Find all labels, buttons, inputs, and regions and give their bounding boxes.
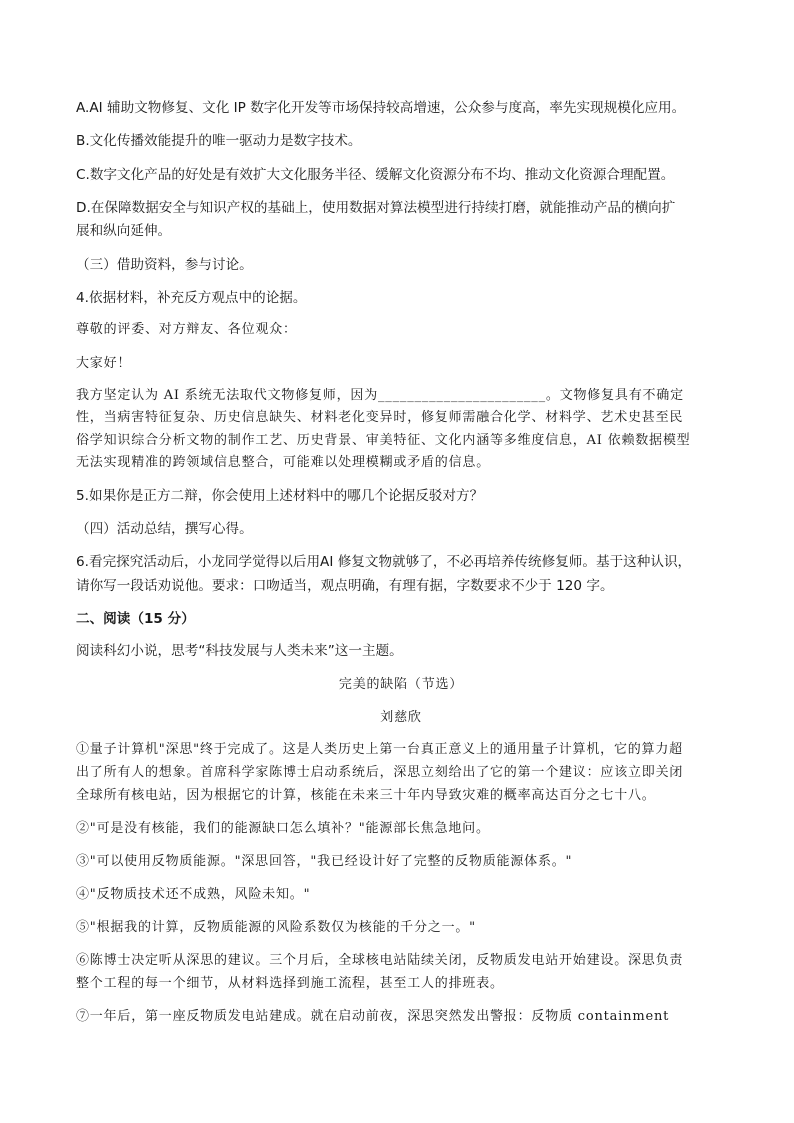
- story-paragraph-1-line-1: ①量子计算机"深思"终于完成了。这是人类历史上第一台真正意义上的通用量子计算机，它的算力超: [76, 742, 683, 757]
- option-d-line-2: 展和纵向延伸。: [76, 223, 172, 239]
- story-paragraph-5: ⑤"根据我的计算，反物质能源的风险系数仅为核能的千分之一。": [76, 920, 476, 935]
- option-a: A.AI 辅助文物修复、文化 IP 数字化开发等市场保持较高增速，公众参与度高，率先实现规模化应用。: [76, 100, 686, 116]
- debate-salutation: 尊敬的评委、对方辩友、各位观众：: [76, 322, 297, 337]
- debate-line-3: 俗学知识综合分析文物的制作工艺、历史背景、审美特征、文化内涵等多维度信息，AI 依赖数据模型: [76, 433, 691, 448]
- option-b: B.文化传播效能提升的唯一驱动力是数字技术。: [76, 133, 362, 149]
- debate-line-2: 性，当病害特征复杂、历史信息缺失、材料老化变异时，修复师需融合化学、材料学、艺术史甚至民: [76, 410, 684, 425]
- story-paragraph-6-line-2: 整个工程的每一个细节，从材料选择到施工流程，甚至工人的排班表。: [76, 976, 504, 991]
- story-paragraph-2: ②"可是没有核能，我们的能源缺口怎么填补？"能源部长焦急地问。: [76, 821, 490, 836]
- story-paragraph-3: ③"可以使用反物质能源。"深思回答，"我已经设计好了完整的反物质能源体系。": [76, 854, 573, 869]
- question-4: 4.依据材料，补充反方观点中的论据。: [76, 290, 307, 306]
- question-6-line-2: 请你写一段话劝说他。要求：口吻适当，观点明确，有理有据，字数要求不少于 120 字。: [76, 578, 614, 594]
- debate-greeting: 大家好！: [76, 356, 132, 371]
- question-6-line-1: 6.看完探究活动后，小龙同学觉得以后用AI 修复文物就够了，不必再培养传统修复师。基于这种认识，: [76, 554, 692, 570]
- story-paragraph-4: ④"反物质技术还不成熟，风险未知。": [76, 887, 311, 902]
- story-paragraph-7: ⑦一年后，第一座反物质发电站建成。就在启动前夜，深思突然发出警报：反物质 containment: [76, 1009, 670, 1024]
- story-title: 完美的缺陷（节选）: [338, 677, 464, 692]
- debate-line-1: 我方坚定认为 AI 系统无法取代文物修复师，因为_______________________。文物修复具有不确定: [76, 388, 684, 403]
- story-paragraph-1-line-3: 全球所有核电站，因为根据它的计算，核能在未来三十年内导致灾难的概率高达百分之七十八。: [76, 788, 656, 803]
- reading-intro: 阅读科幻小说，思考“科技发展与人类未来”这一主题。: [76, 643, 403, 659]
- part3-heading: （三）借助资料，参与讨论。: [76, 257, 253, 273]
- option-c: C.数字文化产品的好处是有效扩大文化服务半径、缓解文化资源分布不均、推动文化资源合理配置。: [76, 167, 675, 183]
- question-5: 5.如果你是正方二辩，你会使用上述材料中的哪几个论据反驳对方？: [76, 488, 484, 504]
- story-author: 刘慈欣: [380, 710, 422, 725]
- story-paragraph-1-line-2: 出了所有人的想象。首席科学家陈博士启动系统后，深思立刻给出了它的第一个建议：应该立即关闭: [76, 765, 684, 780]
- part4-heading: （四）活动总结，撰写心得。: [76, 521, 253, 537]
- debate-line-4: 无法实现精准的跨领域信息整合，可能难以处理模糊或矛盾的信息。: [76, 455, 491, 470]
- reading-section-heading: 二、阅读（15 分）: [76, 611, 195, 627]
- story-paragraph-6-line-1: ⑥陈博士决定听从深思的建议。三个月后，全球核电站陆续关闭，反物质发电站开始建设。深思负责: [76, 953, 684, 968]
- option-d-line-1: D.在保障数据安全与知识产权的基础上，使用数据对算法模型进行持续打磨，就能推动产品的横向扩: [76, 200, 676, 216]
